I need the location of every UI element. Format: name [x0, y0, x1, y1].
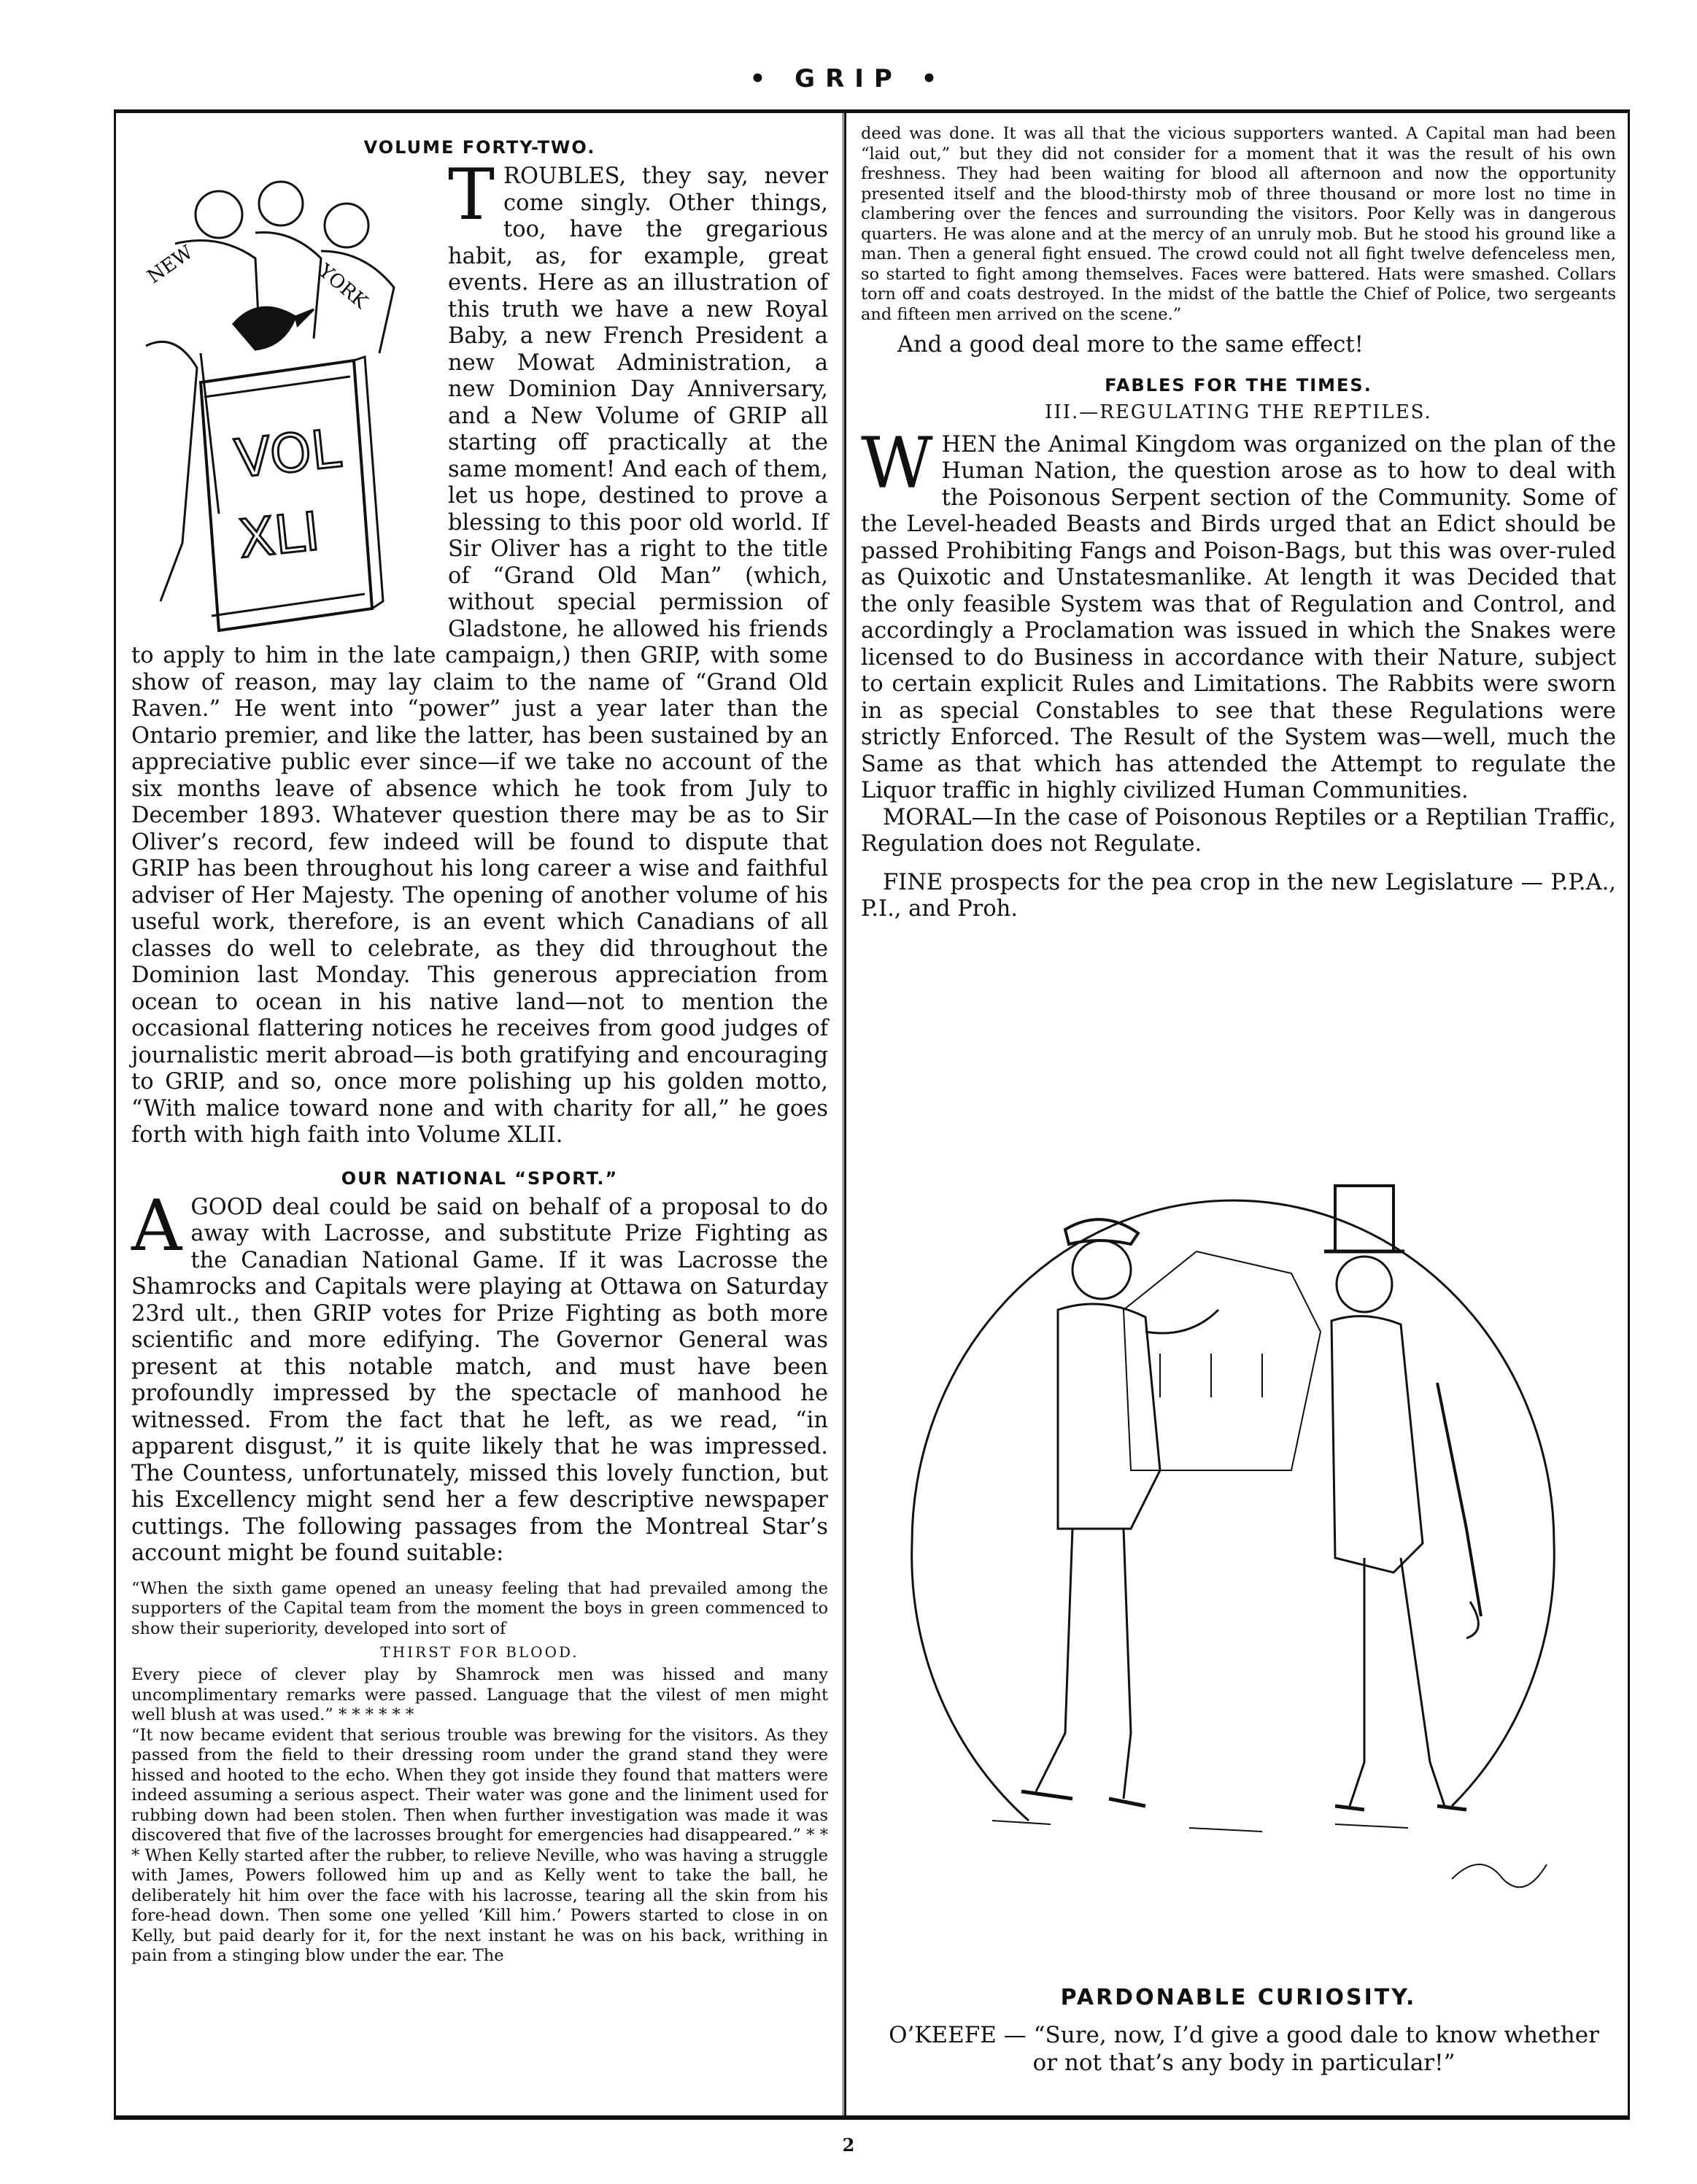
right-column [861, 124, 1616, 923]
fables-subheading: III.—REGULATING THE REPTILES. [1045, 401, 1432, 423]
fables-body: HEN the Animal Kingdom was organized on the plan of the Human Nation, the question arose as to how to deal with the Poisonous Serpent section of the Community. Some of the Level-headed Beasts and Birds urged that an Edict should be passed Prohibiting Fangs and Poison-Bags, but this was over-ruled as Quixotic and Unstatesmanlike. At length it was Decided that the only feasible System was that of Regulation and Control, and accordingly a Proclamation was issued in which the Snakes were licensed to do Business in accordance with their Nature, subject to certain explicit Rules and Limitations. The Rabbits were sworn in as special Constables to see that these Regulations were strictly Enforced. The Result of the System was—well, much the Same as that which has attended the Attempt to regulate the Liquor traffic in highly civilized Human Communities. [861, 431, 1616, 803]
illustration-label-new: NEW [143, 241, 198, 288]
fables-text [861, 422, 1616, 805]
fables-heading: FABLES FOR THE TIMES. [1105, 374, 1372, 395]
article-body-sport: GOOD deal could be said on behalf of a proposal to do away with Lacrosse, and substitute Prize Fighting as the Canadian National Game. If it was Lacrosse the Shamrocks and Capitals were playing at Ottawa on Saturday 23rd ult., then GRIP votes for Prize Fighting as both more scientific and more edifying. The Governor General was present at this notable match, and must have been profoundly impressed by the spectacle of manhood he witnessed. From the fact that he left, as we read, “in apparent disgust,” it is quite likely that he was impressed. The Countess, unfortunately, missed this lovely function, but his Excellency might send her a few descriptive newspaper cuttings. The following passages from the Montreal Star’s account might be found suitable: [131, 1194, 828, 1566]
cartoon-caption-text: O’KEEFE — “Sure, now, I’d give a good dale to know whether or not that’s any body in particular!” [889, 2022, 1599, 2076]
quote-paragraph-2: Every piece of clever play by Shamrock men was hissed and many uncomplimentary remarks were passed. Language that the vilest of men might well blush at was used.” * * * * * * [131, 1665, 828, 1724]
running-head: • GRIP • [749, 64, 948, 93]
left-column [131, 124, 828, 1967]
article-heading-sport: OUR NATIONAL “SPORT.” [341, 1168, 619, 1189]
article-text-sport [131, 1184, 828, 1567]
quote-paragraph-1: “When the sixth game opened an uneasy feeling that had prevailed among the supporters of the Capital team from the moment the boys in green commenced to show their superiority, developed into sort of [131, 1578, 828, 1638]
volume-illustration [131, 163, 438, 638]
cartoon-illustration [883, 1164, 1583, 1967]
squib-pea-crop: FINE prospects for the pea crop in the new Legislature — P.P.A., P.I., and Proh. [861, 869, 1616, 922]
article-heading-volume: VOLUME FORTY-TWO. [363, 137, 596, 158]
fables-moral: MORAL—In the case of Poisonous Reptiles or a Reptilian Traffic, Regulation does not Regulate. [861, 804, 1616, 857]
article-body-volume: ROUBLES, they say, never come singly. Other things, too, have the gregarious habit, as, for example, great events. Here as an illustration of this truth we have a new Royal Baby, a new French President a new Mowat Administration, a new Dominion Day Anniversary, and a New Volume of GRIP all starting off practically at the same moment! And each of them, let us hope, destined to prove a blessing to this poor old world. If Sir Oliver has a right to the title of “Grand Old Man” (which, without special permission of Gladstone, he allowed his friends to apply to him in the late campaign,) then GRIP, with some show of reason, may lay claim to the name of “Grand Old Raven.” He went into “power” just a year later than the Ontario premier, and like the latter, has been sustained by an appreciative public ever since—if we take no account of the six months leave of absence which he took from July to December 1893. Whatever question there may be as to Sir Oliver’s record, few indeed will be found to dispute that GRIP has been throughout his long career a wise and faithful adviser of Her Majesty. The opening of another volume of his useful work, therefore, is an event which Canadians of all classes do well to celebrate, as they did throughout the Dominion last Monday. This generous appreciation from ocean to ocean in his native land—not to mention the occasional flattering notices he receives from good judges of journalistic merit abroad—is both gratifying and encouraging to GRIP, and so, once more polishing up his golden motto, “With malice toward none and with charity for all,” he goes forth with high faith into Volume XLII. [131, 163, 828, 1148]
dropcap-a: A [131, 1184, 182, 1267]
page-number: 2 [842, 2134, 855, 2156]
dropcap-t: T [448, 154, 495, 236]
cartoon-caption-title: PARDONABLE CURIOSITY. [1060, 1985, 1417, 2010]
quote-continued: deed was done. It was all that the vicious supporters wanted. A Capital man had been “laid out,” but they did not consider for a moment that it was the result of his own freshness. They had been waiting for blood all afternoon and now the opportunity presented itself and the blood-thirsty mob of three thousand or more lost no time in clambering over the fences and surrounding the visitors. Poor Kelly was in dangerous quarters. He was alone and at the mercy of an unruly mob. But he stood his ground like a man. Then a general fight ensued. The crowd could not all fight twelve defenceless men, so started to fight among themselves. Faces were battered. Hats were smashed. Collars torn off and coats destroyed. In the midst of the battle the Chief of Police, two sergeants and fifteen men arrived on the scene.” [861, 124, 1616, 324]
illustration-label-xli: XLI [235, 500, 322, 570]
dropcap-w: W [861, 422, 933, 504]
quote-subhead: THIRST FOR BLOOD. [380, 1643, 579, 1661]
quote-paragraph-3: “It now became evident that serious trouble was brewing for the visitors. As they passed from the field to their dressing room under the grand stand they were hissed and hooted to the echo. When they got inside they found that matters were indeed assuming a serious aspect. Their water was gone and the liniment used for rubbing down had been stolen. Then when further investigation was made it was discovered that five of the lacrosses brought for emergencies had disappeared.” * * * When Kelly started after the rubber, to relieve Neville, who was having a struggle with James, Powers followed him up and as Kelly went to take the ball, he deliberately hit him over the face with his lacrosse, tearing all the skin from his fore-head down. Then some one yelled ‘Kill him.’ Powers started to close in on Kelly, but paid dearly for it, for the next instant he was on his back, writhing in pain from a stinging blow under the ear. The [131, 1725, 828, 1965]
closing-line: And a good deal more to the same effect! [897, 332, 1364, 358]
column-divider [843, 109, 846, 2120]
illustration-label-vol: VOL [231, 417, 344, 490]
illustration-label-york: YORK [314, 260, 372, 314]
